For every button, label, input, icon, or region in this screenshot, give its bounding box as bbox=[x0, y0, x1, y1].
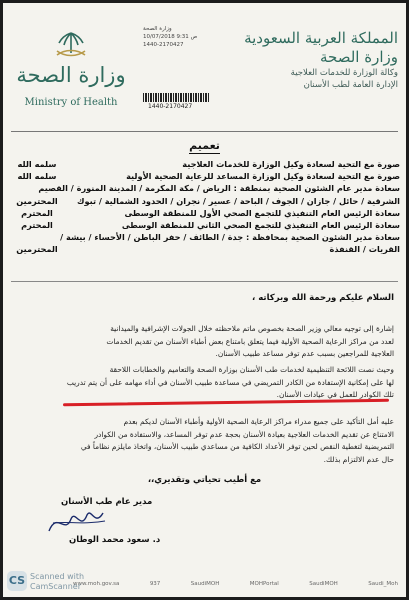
footer-portal: MOHPortal bbox=[249, 581, 279, 587]
logo-english-text: Ministry of Health bbox=[24, 97, 118, 108]
recipient-row bbox=[11, 183, 400, 195]
government-heading bbox=[208, 29, 398, 91]
barcode bbox=[143, 93, 209, 102]
document-page bbox=[3, 3, 406, 597]
paragraph-line: تلك الكوادر للعمل في عيادات الأسنان. bbox=[276, 390, 394, 400]
recipient-row bbox=[11, 232, 400, 244]
watermark-line: CamScanner bbox=[30, 582, 82, 591]
recipient-text: صورة مع التحية لسعادة وكيل الوزارة المساعد للرعاية الصحية الأولية bbox=[126, 171, 400, 182]
paragraph-line: وحيث نصت اللائحة التنظيمية لخدمات طب الأسنان بوزارة الصحة والتعاميم والخطابات اللاحقة bbox=[109, 365, 394, 374]
recipient-greeting: المحترمين bbox=[16, 244, 58, 255]
paragraph-line: عليه أمل التأكيد على جميع مدراء مراكز الرعاية الصحية الأولية وأطباء الأسنان لديكم بعدم bbox=[123, 417, 394, 426]
paragraph-line: حال عدم الالتزام بذلك. bbox=[323, 454, 394, 464]
paragraph-line: التمريضية لتغطية النقص لحين توفر الأعداد الكافية من مساعدي طبيب الأسنان، واتخاذ مايلزم نظاماً في bbox=[80, 442, 394, 452]
agency-name: وكالة الوزارة للخدمات العلاجية bbox=[290, 68, 398, 78]
paragraph-line: الامتناع عن تقديم الخدمات العلاجية بعيادة الأسنان بحجة عدم توفر المساعد، والاستفادة من الكوادر bbox=[94, 429, 394, 439]
footer-phone: 937 bbox=[149, 581, 161, 587]
recipient-row bbox=[11, 244, 400, 256]
footer-website: www.moh.gov.sa bbox=[73, 581, 120, 587]
signatory-title: مدير عام طب الأسنان bbox=[61, 497, 153, 507]
recipient-greeting: المحترم bbox=[21, 219, 53, 230]
recipient-greeting: سلمه الله bbox=[17, 171, 57, 182]
recipient-greeting: المحترم bbox=[21, 207, 53, 218]
ministry-logo bbox=[11, 23, 131, 113]
salutation: السلام عليكم ورحمة الله وبركاته ، bbox=[252, 293, 394, 303]
body-divider bbox=[11, 281, 398, 282]
paragraph-2 bbox=[67, 364, 394, 402]
ref-line: وزارة الصحة bbox=[143, 26, 172, 32]
kingdom-name: المملكة العربية السعودية bbox=[244, 29, 398, 47]
recipient-text: سعادة مدير عام الشئون الصحية بمنطقة : الرياض / مكة المكرمة / المدينة المنورة / القصيم bbox=[38, 183, 400, 194]
circular-title bbox=[3, 139, 406, 152]
department-name: الإدارة العامة لطب الأسنان bbox=[303, 80, 398, 90]
footer-contacts bbox=[73, 579, 398, 589]
signatory-name: د. سعود محمد الوطان bbox=[69, 535, 161, 545]
recipient-greeting: المحترمين bbox=[16, 195, 58, 206]
paragraph-line: لها على إمكانية الإستفادة من الكادر التمريضي في مساعدة طبيب الأسنان في أداء مهامه على أن يتم تدريب bbox=[66, 377, 394, 387]
circular-title-text: تعميم bbox=[189, 139, 220, 152]
footer-youtube: SaudiMOH bbox=[309, 581, 338, 587]
ref-line: 10/07/2018 9:31 ص bbox=[143, 34, 198, 40]
barcode-number: 1440-2170427 bbox=[148, 103, 193, 110]
logo-arabic-text: وزارة الصحة bbox=[16, 63, 126, 87]
camscanner-watermark bbox=[30, 572, 84, 592]
recipient-text: القريات / القنفذة bbox=[329, 244, 400, 255]
recipient-row bbox=[11, 159, 400, 171]
paragraph-line: إشارة إلى توجيه معالي وزير الصحة بخصوص ماتم ملاحظته خلال الجولات الإشرافية والميدانية bbox=[110, 324, 394, 333]
recipient-row bbox=[11, 208, 400, 220]
footer-instagram: Saudi_Moh bbox=[368, 581, 398, 587]
paragraph-line: العلاجية للمراجعين بسبب عدم توفر مساعد طبيب الأسنان. bbox=[215, 349, 394, 359]
recipients-list bbox=[11, 159, 400, 257]
recipient-text: صورة مع التحية لسعادة وكيل الوزارة للخدمات العلاجية bbox=[182, 159, 400, 169]
ref-line: 1440-2170427 bbox=[143, 42, 184, 48]
paragraph-line: لعدد من مراكز الرعاية الصحية الأولية فيما يتعلق بامتناع بعض أطباء الأسنان من تقديم الخدمات bbox=[106, 336, 394, 346]
header-divider bbox=[11, 131, 398, 132]
recipient-text: الشرقية / حائل / جازان / الجوف / الباحة / عسير / نجران / الحدود الشمالية / تبوك bbox=[76, 195, 400, 206]
paragraph-1 bbox=[106, 323, 394, 361]
recipient-row bbox=[11, 220, 400, 232]
recipient-text: سعادة مدير الشئون الصحية بمحافظة : جدة / الطائف / حفر الباطن / الأحساء / بيشة / bbox=[60, 232, 400, 243]
recipient-row bbox=[11, 171, 400, 183]
watermark-line: Scanned with bbox=[30, 572, 85, 581]
paragraph-3 bbox=[81, 416, 394, 466]
ministry-name: وزارة الصحة bbox=[320, 48, 398, 66]
footer-twitter: SaudiMOH bbox=[190, 581, 220, 587]
closing-line: مع أطيب تحياتي وتقديري،، bbox=[147, 475, 262, 485]
recipient-greeting: سلمه الله bbox=[17, 159, 57, 169]
recipient-text: سعادة الرئيس العام التنفيذي للتجمع الصحي الثاني للمنطقة الوسطى bbox=[121, 219, 400, 230]
recipient-text: سعادة الرئيس العام التنفيذي للتجمع الصحي الأول للمنطقة الوسطى bbox=[124, 207, 400, 218]
recipient-row bbox=[11, 196, 400, 208]
palm-swords-icon bbox=[51, 29, 91, 61]
camscanner-badge: CS bbox=[7, 571, 27, 591]
